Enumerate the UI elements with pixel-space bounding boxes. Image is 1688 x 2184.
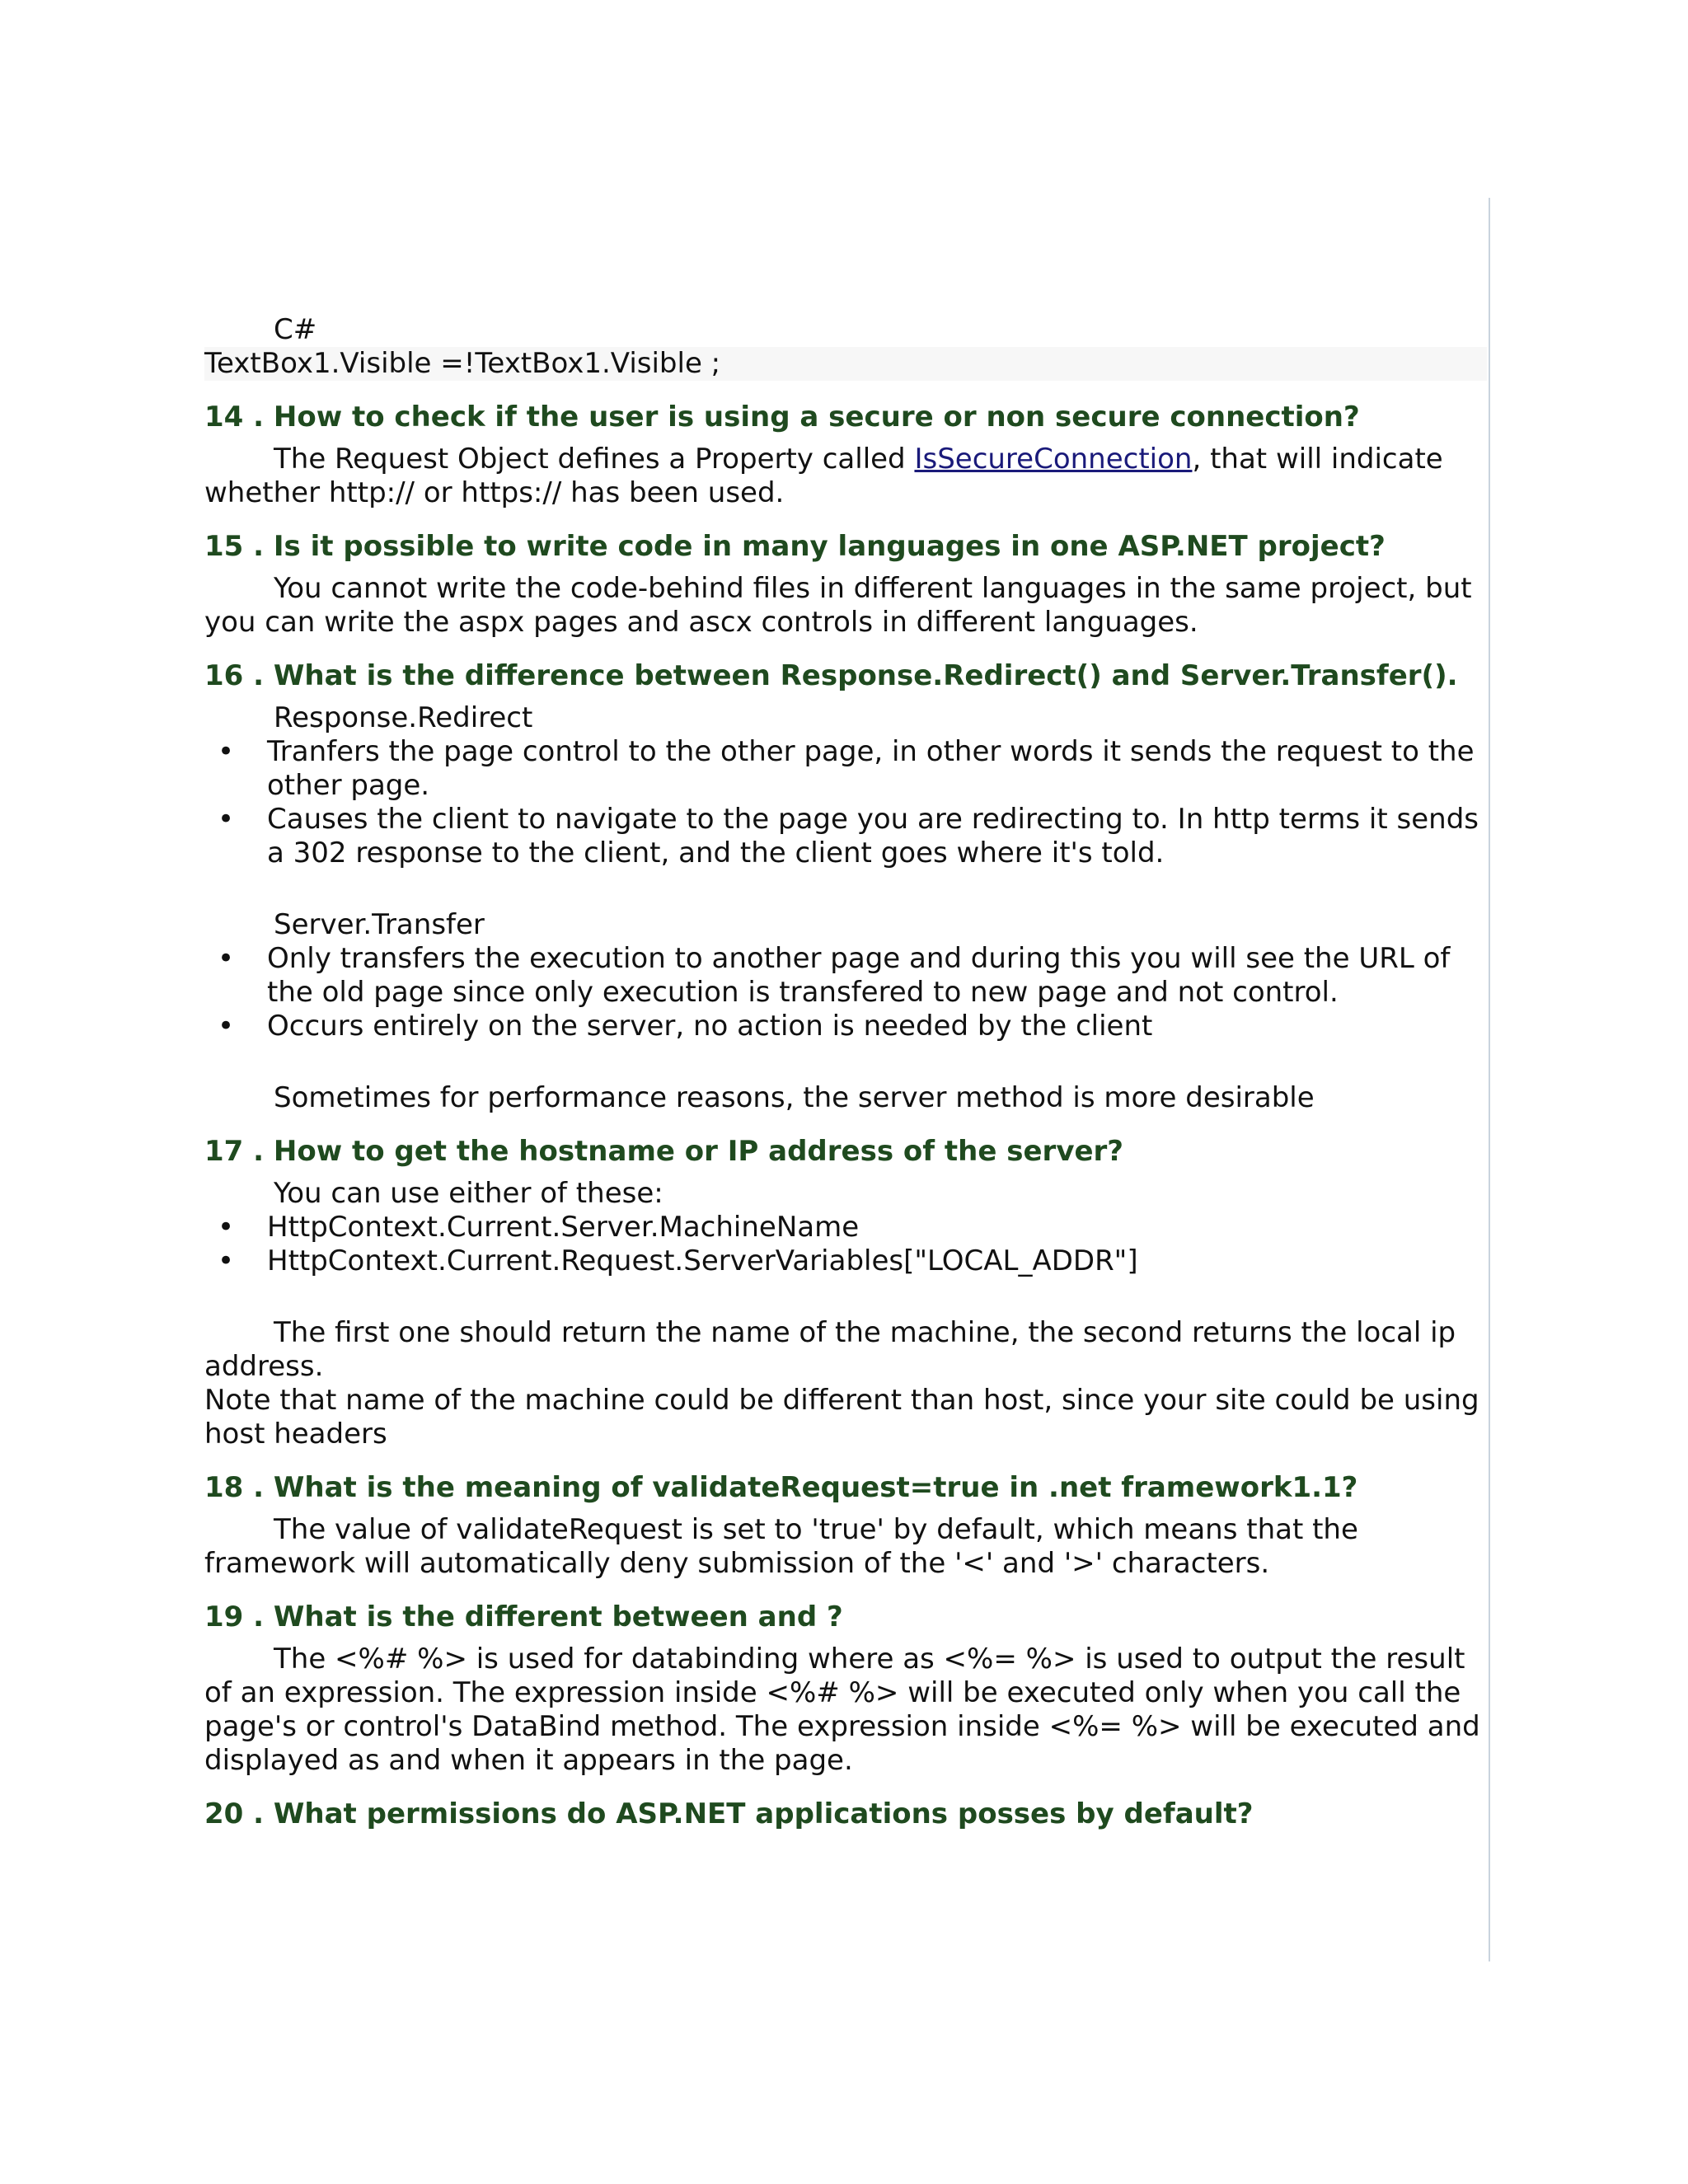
list-item: • HttpContext.Current.Server.MachineName [218,1211,860,1244]
question-18-answer: The value of validateRequest is set to 'true' by default, which means that the framework will automatically deny submission of the '<' and '>' characters. [204,1513,1358,1580]
bullet-icon: • [218,1010,235,1043]
question-19-heading: 19 . What is the different between and ? [204,1601,843,1633]
list-item: • Occurs entirely on the server, no action is needed by the client [218,1010,1153,1043]
question-15-answer: You cannot write the code-behind files in different languages in the same project, but you can write the aspx pages and ascx controls in different languages. [204,572,1472,639]
bullet-icon: • [218,735,235,768]
document-content [204,313,1490,1831]
list-item: • Tranfers the page control to the other page, in other words it sends the request to the other page. [218,735,1475,802]
list-item: • Only transfers the execution to another page and during this you will see the URL of the old page since only execution is transfered to new page and not control. [218,942,1451,1009]
question-14-answer [204,443,1490,510]
question-16-conclusion: Sometimes for performance reasons, the server method is more desirable [274,1081,1315,1114]
question-18-heading: 18 . What is the meaning of validateRequest=true in .net framework1.1? [204,1471,1358,1504]
question-17-explanation: The first one should return the name of the machine, the second returns the local ip address. [204,1316,1456,1383]
question-17-heading: 17 . How to get the hostname or IP address of the server? [204,1135,1124,1168]
response-redirect-label: Response.Redirect [274,701,533,734]
server-transfer-list [204,942,1490,1043]
response-redirect-list [204,735,1490,870]
question-17-intro: You can use either of these: [274,1177,663,1210]
question-19-answer: The <%# %> is used for databinding where as <%= %> is used to output the result of an expression. The expression inside <%# %> will be executed only when you call the page's or control's DataBind method. The expression inside <%= %> will be executed and displayed as and when it appears in the page. [204,1643,1480,1777]
question-15-heading: 15 . Is it possible to write code in many languages in one ASP.NET project? [204,530,1386,563]
bullet-icon: • [218,1211,235,1244]
bullet-icon: • [218,1244,235,1277]
list-item: • Causes the client to navigate to the page you are redirecting to. In http terms it sends a 302 response to the client, and the client goes where it's told. [218,803,1479,869]
question-17-note: Note that name of the machine could be different than host, since your site could be using host headers [204,1384,1479,1451]
question-16-heading: 16 . What is the difference between Response.Redirect() and Server.Transfer(). [204,659,1458,692]
code-snippet: TextBox1.Visible =!TextBox1.Visible ; [204,347,1487,381]
answer-text: , that will indicate whether http:// or https:// has been used. [204,443,1443,509]
issecureconnection-link[interactable]: IsSecureConnection [914,443,1193,476]
list-item: • HttpContext.Current.Request.ServerVariables["LOCAL_ADDR"] [218,1244,1138,1277]
answer-text: The Request Object defines a Property called [274,443,915,476]
question-20-heading: 20 . What permissions do ASP.NET applications posses by default? [204,1797,1254,1830]
hostname-options-list [204,1211,1490,1278]
bullet-icon: • [218,942,235,975]
server-transfer-label: Server.Transfer [274,908,485,941]
bullet-icon: • [218,803,235,836]
code-language-label: C# [274,313,317,346]
question-14-heading: 14 . How to check if the user is using a secure or non secure connection? [204,401,1360,434]
